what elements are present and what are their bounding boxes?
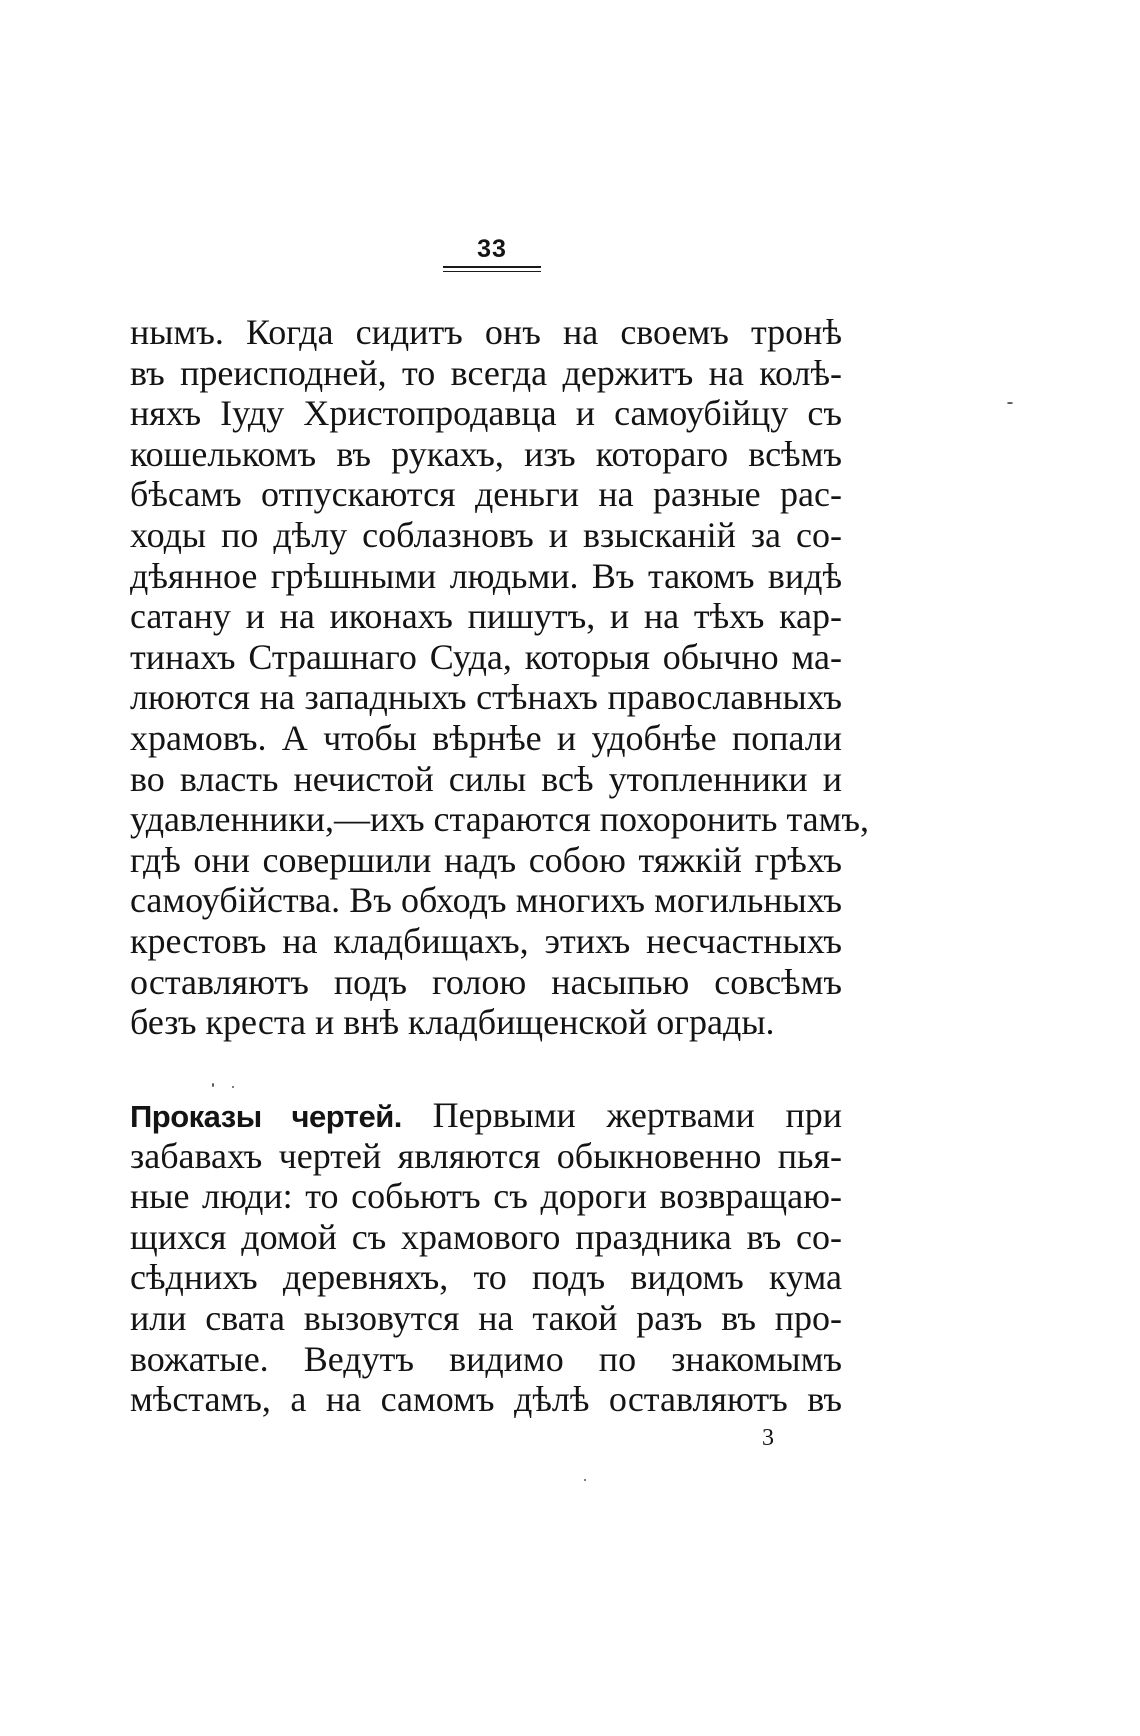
- text-line: нымъ. Когда сидитъ онъ на своемъ тронѣ: [130, 312, 842, 352]
- text-line: вожатые. Ведутъ видимо по знакомымъ: [130, 1338, 842, 1379]
- text-line: или свата вызовутся на такой разъ въ про-: [130, 1297, 842, 1338]
- scan-speck: [212, 1083, 214, 1087]
- paragraph-pranks-of-devils: [130, 1095, 842, 1420]
- text-line: бѣсамъ отпускаются деньги на разные рас-: [130, 474, 842, 515]
- text-line: храмовъ. А чтобы вѣрнѣе и удобнѣе попали: [130, 717, 842, 758]
- text-line: сѣднихъ деревняхъ, то подъ видомъ кума: [130, 1257, 842, 1298]
- scan-speck: [584, 1479, 586, 1481]
- text-line: люются на западныхъ стѣнахъ православныхъ: [130, 677, 842, 718]
- page-number: 33: [477, 235, 507, 263]
- text-line-rest: Первыми жертвами при: [401, 1095, 842, 1135]
- page-number-rule-thin: [443, 271, 541, 272]
- paragraph-continued: [130, 312, 870, 1043]
- scan-speck: [1007, 402, 1013, 404]
- section-heading: Проказы чертей.: [130, 1099, 402, 1134]
- text-line: ные люди: то собьютъ съ дороги возвращаю-: [130, 1176, 842, 1217]
- text-line: въ преисподней, то всегда держитъ на колѣ-: [130, 352, 842, 393]
- text-line: няхъ Іуду Христопродавца и самоубійцу съ: [130, 393, 842, 434]
- text-line: ходы по дѣлу соблазновъ и взысканій за со-: [130, 514, 842, 555]
- scan-speck: [232, 1086, 234, 1088]
- text-line: самоубійства. Въ обходъ многихъ могильныхъ: [130, 880, 842, 921]
- text-line: сатану и на иконахъ пишутъ, и на тѣхъ кар-: [130, 596, 842, 637]
- text-line: мѣстамъ, а на самомъ дѣлѣ оставляютъ въ: [130, 1379, 842, 1420]
- text-line: щихся домой съ храмового праздника въ со-: [130, 1216, 842, 1257]
- text-line: дѣянное грѣшными людьми. Въ такомъ видѣ: [130, 555, 842, 596]
- text-line: забавахъ чертей являются обыкновенно пья-: [130, 1135, 842, 1176]
- text-line-with-heading: [130, 1095, 842, 1136]
- text-line: тинахъ Страшнаго Суда, которыя обычно ма-: [130, 636, 842, 677]
- text-line: безъ креста и внѣ кладбищенской ограды.: [130, 1002, 775, 1043]
- signature-mark: 3: [762, 1425, 774, 1451]
- text-line: гдѣ они совершили надъ собою тяжкій грѣхъ: [130, 839, 842, 880]
- page-number-rule: [443, 266, 541, 268]
- text-line: оставляютъ подъ голою насыпью совсѣмъ: [130, 961, 842, 1002]
- text-line: крестовъ на кладбищахъ, этихъ несчастныхъ: [130, 920, 842, 961]
- text-line: удавленники,—ихъ стараются похоронить тамъ,: [130, 799, 870, 840]
- text-line: во власть нечистой силы всѣ утопленники и: [130, 758, 842, 799]
- text-line: кошелькомъ въ рукахъ, изъ котораго всѣмъ: [130, 433, 842, 474]
